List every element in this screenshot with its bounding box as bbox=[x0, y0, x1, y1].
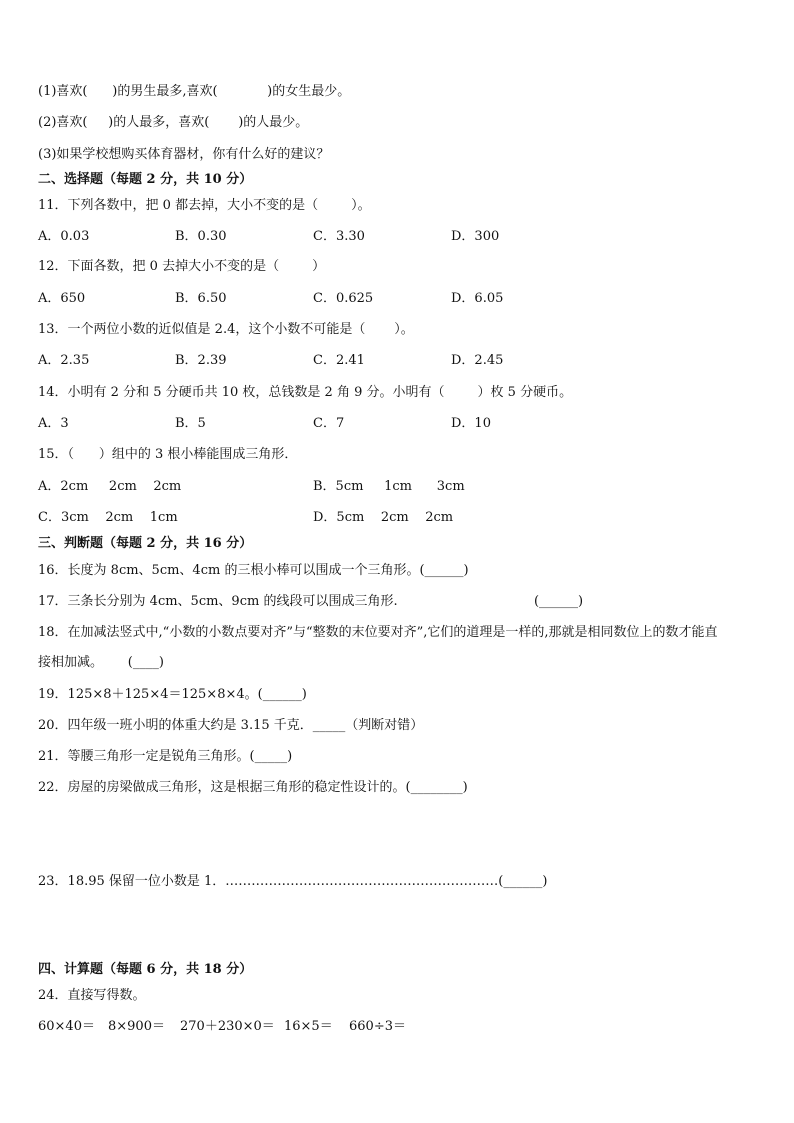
option-b: B．5 bbox=[175, 416, 206, 431]
calc-item: 60×40＝ bbox=[38, 1019, 95, 1034]
judgement-item: 16．长度为 8cm、5cm、4cm 的三根小棒可以围成一个三角形。(______) bbox=[38, 563, 469, 578]
option-d: D．6.05 bbox=[451, 291, 504, 306]
option-c: C．2.41 bbox=[313, 353, 365, 368]
option-b: B．2.39 bbox=[175, 353, 227, 368]
option-a: A．2cm 2cm 2cm bbox=[38, 479, 182, 494]
option-a: A．3 bbox=[38, 416, 69, 431]
option-d: D．2.45 bbox=[451, 353, 504, 368]
calc-item: 16×5＝ bbox=[284, 1019, 333, 1034]
option-d: D．300 bbox=[451, 229, 500, 244]
judgement-item: 17．三条长分别为 4cm、5cm、9cm 的线段可以围成三角形. (______) bbox=[38, 594, 584, 609]
question-stem: 24．直接写得数。 bbox=[38, 988, 146, 1003]
judgement-item: 18．在加减法竖式中,“小数的小数点要对齐”与“整数的末位要对齐”,它们的道理是一样的,那就是相同数位上的数才能直 bbox=[38, 625, 718, 640]
question-stem: 13．一个两位小数的近似值是 2.4，这个小数不可能是（ ）。 bbox=[38, 322, 414, 337]
option-a: A．2.35 bbox=[38, 353, 90, 368]
option-b: B．0.30 bbox=[175, 229, 227, 244]
option-c: C．3cm 2cm 1cm bbox=[38, 510, 178, 525]
question-stem: 14．小明有 2 分和 5 分硬币共 10 枚，总钱数是 2 角 9 分。小明有（ ）枚 5 分硬币。 bbox=[38, 385, 573, 400]
question-line: (1)喜欢( )的男生最多,喜欢( )的女生最少。 bbox=[38, 84, 351, 99]
question-stem: 12．下面各数，把 0 去掉大小不变的是（ ） bbox=[38, 259, 326, 274]
option-d: D．10 bbox=[451, 416, 491, 431]
option-c: C．3.30 bbox=[313, 229, 365, 244]
judgement-item-continued: 接相加减。 (____) bbox=[38, 655, 164, 670]
question-stem: 15．（ ）组中的 3 根小棒能围成三角形． bbox=[38, 447, 298, 462]
option-c: C．7 bbox=[313, 416, 345, 431]
question-line: (3)如果学校想购买体育器材，你有什么好的建议？ bbox=[38, 147, 330, 162]
section-title: 四、计算题（每题 6 分，共 18 分） bbox=[38, 962, 253, 977]
option-b: B．6.50 bbox=[175, 291, 227, 306]
question-stem: 11．下列各数中，把 0 都去掉，大小不变的是（ ）。 bbox=[38, 198, 371, 213]
option-d: D．5cm 2cm 2cm bbox=[313, 510, 454, 525]
section-title: 二、选择题（每题 2 分，共 10 分） bbox=[38, 172, 253, 187]
calc-item: 8×900＝ bbox=[108, 1019, 165, 1034]
section-title: 三、判断题（每题 2 分，共 16 分） bbox=[38, 536, 253, 551]
judgement-item: 20．四年级一班小明的体重大约是 3.15 千克．_____（判断对错） bbox=[38, 718, 424, 733]
judgement-item: 22．房屋的房梁做成三角形，这是根据三角形的稳定性设计的。(________) bbox=[38, 780, 468, 795]
option-a: A．0.03 bbox=[38, 229, 90, 244]
option-a: A．650 bbox=[38, 291, 86, 306]
judgement-item: 23．18.95 保留一位小数是 1．………………………………………………………(______) bbox=[38, 874, 548, 889]
question-line: (2)喜欢( )的人最多，喜欢( )的人最少。 bbox=[38, 115, 309, 130]
judgement-item: 19．125×8＋125×4＝125×8×4。(______) bbox=[38, 687, 307, 702]
judgement-item: 21．等腰三角形一定是锐角三角形。(_____) bbox=[38, 749, 293, 764]
calc-item: 660÷3＝ bbox=[349, 1019, 406, 1034]
option-b: B．5cm 1cm 3cm bbox=[313, 479, 465, 494]
calc-item: 270＋230×0＝ bbox=[180, 1019, 275, 1034]
option-c: C．0.625 bbox=[313, 291, 374, 306]
